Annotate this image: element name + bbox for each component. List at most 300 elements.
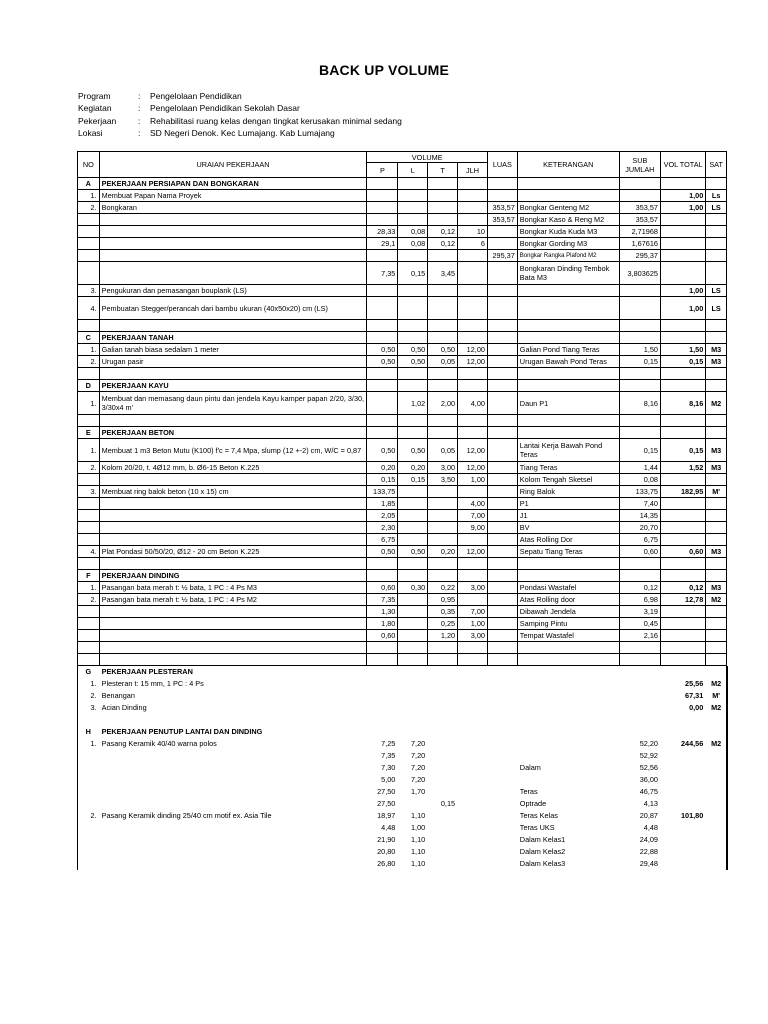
cell-no: D <box>78 380 100 392</box>
cell-sub-jumlah: 4,13 <box>643 799 658 808</box>
cell-vol-total <box>660 750 705 762</box>
cell-sat: M3 <box>706 439 727 462</box>
cell-t: 0,12 <box>428 226 458 238</box>
cell-t <box>428 510 458 522</box>
right-border-line <box>727 666 728 870</box>
cell-l <box>398 202 428 214</box>
cell-keterangan <box>517 320 619 332</box>
cell-luas <box>487 474 517 486</box>
cell-jlh <box>458 214 488 226</box>
cell-sub-jumlah <box>619 690 660 702</box>
cell-vol-total: 244,56 <box>680 739 704 748</box>
cell-no: 4. <box>78 546 100 558</box>
cell-luas <box>487 786 517 798</box>
cell-keterangan: Bongkar Genteng M2 <box>517 202 619 214</box>
cell-sub-jumlah <box>619 332 660 344</box>
cell-sat <box>706 774 727 786</box>
cell-t: 0,50 <box>428 344 458 356</box>
cell-keterangan: Samping Pintu <box>517 618 619 630</box>
info-sep: : <box>138 128 141 139</box>
cell-vol-total <box>660 332 705 344</box>
cell-keterangan: Urugan Bawah Pond Teras <box>517 356 619 368</box>
cell-jlh <box>458 486 488 498</box>
cell-p <box>367 250 398 262</box>
cell-uraian <box>99 618 367 630</box>
cell-p: 6,75 <box>367 534 398 546</box>
cell-keterangan: BV <box>517 522 619 534</box>
cell-no <box>78 762 100 774</box>
cell-p: 7,35 <box>367 262 398 285</box>
info-row-pekerjaan <box>78 115 402 127</box>
cell-p <box>367 380 398 392</box>
table-row <box>78 238 727 250</box>
cell-uraian: Pembuatan Stegger/perancah dari bambu ukuran (40x50x20) cm (LS) <box>99 297 367 320</box>
table-row <box>78 738 727 750</box>
cell-t <box>428 726 458 738</box>
info-value: Pengelolaan Pendidikan Sekolah Dasar <box>150 103 300 114</box>
table-row <box>78 214 727 226</box>
cell-sat <box>706 332 727 344</box>
cell-no: F <box>78 570 100 582</box>
cell-jlh <box>458 202 488 214</box>
cell-vol-total <box>660 214 705 226</box>
cell-keterangan: Bongkar Gording M3 <box>517 238 619 250</box>
cell-jlh <box>458 415 488 427</box>
section-row <box>78 570 727 582</box>
table-row <box>78 297 727 320</box>
cell-sat <box>706 810 727 822</box>
cell-p: 20,80 <box>377 847 396 856</box>
cell-uraian <box>99 320 367 332</box>
cell-jlh <box>458 178 488 190</box>
cell-t: 3,50 <box>428 474 458 486</box>
cell-vol-total <box>660 368 705 380</box>
cell-keterangan <box>517 642 619 654</box>
cell-l: 7,20 <box>411 775 426 784</box>
cell-no: G <box>78 666 100 678</box>
cell-t <box>428 702 458 714</box>
cell-l: 1,10 <box>411 811 426 820</box>
cell-sat <box>706 666 727 678</box>
cell-jlh <box>458 320 488 332</box>
info-sep: : <box>138 103 141 114</box>
cell-uraian: PEKERJAAN BETON <box>99 427 367 439</box>
cell-l <box>398 498 428 510</box>
table-row <box>78 582 727 594</box>
cell-sat <box>706 714 727 726</box>
cell-sat <box>706 474 727 486</box>
cell-uraian: Membuat dan memasang daun pintu dan jendela Kayu kamper papan 2/20, 3/30, 3/30x4 m' <box>99 392 367 415</box>
cell-jlh <box>458 427 488 439</box>
cell-sat <box>706 178 727 190</box>
cell-no: 3. <box>78 486 100 498</box>
table-row <box>78 226 727 238</box>
cell-t <box>428 498 458 510</box>
cell-sub-jumlah: 1,44 <box>619 462 660 474</box>
table-row <box>78 810 727 822</box>
cell-luas <box>487 462 517 474</box>
cell-uraian <box>99 226 367 238</box>
cell-vol-total <box>660 522 705 534</box>
cell-t: 0,05 <box>428 439 458 462</box>
cell-p <box>367 368 398 380</box>
cell-uraian <box>99 834 367 846</box>
spacer-row <box>78 558 727 570</box>
cell-vol-total <box>660 250 705 262</box>
cell-sub-jumlah: 3,19 <box>619 606 660 618</box>
col-header-l: L <box>398 163 428 178</box>
cell-uraian <box>99 474 367 486</box>
cell-l <box>398 678 428 690</box>
cell-p: 21,90 <box>377 835 396 844</box>
cell-jlh <box>458 726 488 738</box>
cell-l <box>398 250 428 262</box>
cell-jlh <box>458 774 488 786</box>
cell-p <box>367 427 398 439</box>
cell-sat: M2 <box>706 738 727 750</box>
cell-keterangan: Sepatu Tiang Teras <box>517 546 619 558</box>
info-sep: : <box>138 115 141 126</box>
cell-sat <box>706 798 727 810</box>
cell-keterangan: Bongkar Kuda Kuda M3 <box>517 226 619 238</box>
cell-l: 7,20 <box>411 751 426 760</box>
cell-p: 0,60 <box>367 630 398 642</box>
cell-jlh <box>458 810 488 822</box>
cell-no <box>78 630 100 642</box>
cell-sub-jumlah: 0,12 <box>619 582 660 594</box>
cell-p: 7,35 <box>367 594 398 606</box>
cell-no: C <box>78 332 100 344</box>
cell-p: 29,1 <box>367 238 398 250</box>
cell-t <box>428 642 458 654</box>
cell-p <box>367 678 398 690</box>
cell-p: 27,50 <box>377 799 396 808</box>
cell-no <box>78 534 100 546</box>
cell-no <box>78 474 100 486</box>
cell-no <box>78 226 100 238</box>
cell-no: A <box>78 178 100 190</box>
cell-sat: Ls <box>706 190 727 202</box>
cell-l <box>398 630 428 642</box>
cell-p <box>367 297 398 320</box>
cell-keterangan: J1 <box>517 510 619 522</box>
cell-jlh <box>458 678 488 690</box>
cell-l: 1,10 <box>411 835 426 844</box>
cell-t: 0,05 <box>428 356 458 368</box>
cell-jlh <box>458 285 488 297</box>
cell-t <box>428 774 458 786</box>
cell-jlh <box>458 846 488 858</box>
cell-t: 0,22 <box>428 582 458 594</box>
cell-no: 1. <box>78 678 100 690</box>
cell-luas <box>487 510 517 522</box>
cell-uraian: Membuat 1 m3 Beton Mutu (K100) f'c = 7,4 Mpa, slump (12 +-2) cm, W/C = 0,87 <box>99 439 367 462</box>
cell-uraian: Pasang Keramik 40/40 warna polos <box>101 739 217 748</box>
cell-t <box>428 285 458 297</box>
cell-uraian <box>99 762 367 774</box>
cell-no <box>78 250 100 262</box>
cell-luas <box>487 522 517 534</box>
cell-l <box>398 666 428 678</box>
cell-keterangan: Dibawah Jendela <box>517 606 619 618</box>
cell-keterangan <box>517 750 619 762</box>
cell-sub-jumlah: 6,75 <box>619 534 660 546</box>
cell-p <box>367 202 398 214</box>
cell-sat <box>706 226 727 238</box>
cell-jlh <box>458 822 488 834</box>
cell-uraian: Galian tanah biasa sedalam 1 meter <box>99 344 367 356</box>
cell-p <box>367 285 398 297</box>
cell-l: 7,20 <box>411 763 426 772</box>
table-row <box>78 822 727 834</box>
cell-no: 1. <box>78 190 100 202</box>
cell-sub-jumlah <box>619 714 660 726</box>
cell-uraian: Bongkaran <box>99 202 367 214</box>
table-row <box>78 439 727 462</box>
cell-uraian: Acian Dinding <box>101 703 147 712</box>
info-row-lokasi <box>78 127 402 139</box>
cell-l: 0,50 <box>398 344 428 356</box>
cell-no <box>78 415 100 427</box>
cell-p: 133,75 <box>367 486 398 498</box>
cell-l <box>398 726 428 738</box>
cell-no <box>78 238 100 250</box>
cell-uraian <box>99 630 367 642</box>
cell-sat: LS <box>706 202 727 214</box>
cell-no <box>78 368 100 380</box>
cell-l <box>398 606 428 618</box>
cell-keterangan <box>517 297 619 320</box>
cell-sub-jumlah: 0,45 <box>619 618 660 630</box>
cell-sat <box>706 558 727 570</box>
cell-vol-total <box>660 570 705 582</box>
cell-jlh: 7,00 <box>458 510 488 522</box>
cell-vol-total <box>660 630 705 642</box>
cell-no <box>78 214 100 226</box>
cell-sub-jumlah: 2,71968 <box>619 226 660 238</box>
cell-t <box>428 297 458 320</box>
col-header-luas: LUAS <box>487 152 517 178</box>
cell-jlh <box>458 750 488 762</box>
cell-t <box>428 202 458 214</box>
cell-l: 0,30 <box>398 582 428 594</box>
col-header-sat: SAT <box>706 152 727 178</box>
cell-keterangan <box>517 726 619 738</box>
cell-uraian <box>99 822 367 834</box>
cell-no <box>78 618 100 630</box>
cell-luas <box>487 415 517 427</box>
cell-sat <box>706 415 727 427</box>
cell-uraian: Membuat Papan Nama Proyek <box>99 190 367 202</box>
cell-l: 1,00 <box>411 823 426 832</box>
table-row <box>78 606 727 618</box>
cell-l <box>398 415 428 427</box>
cell-sub-jumlah <box>619 320 660 332</box>
section-row <box>78 427 727 439</box>
table-row <box>78 546 727 558</box>
cell-keterangan <box>517 178 619 190</box>
cell-sat <box>706 846 727 858</box>
cell-uraian <box>99 714 367 726</box>
cell-sub-jumlah: 0,08 <box>619 474 660 486</box>
table-header-row <box>78 152 727 163</box>
info-key: Program <box>78 91 111 101</box>
cell-jlh <box>458 570 488 582</box>
cell-l <box>398 368 428 380</box>
cell-jlh <box>458 262 488 285</box>
table-row <box>78 392 727 415</box>
cell-keterangan: Teras Kelas <box>519 811 558 820</box>
cell-l <box>398 427 428 439</box>
cell-sub-jumlah: 4,48 <box>643 823 658 832</box>
cell-luas <box>487 226 517 238</box>
cell-t <box>428 214 458 226</box>
cell-jlh <box>458 642 488 654</box>
cell-uraian: Membuat ring balok beton (10 x 15) cm <box>99 486 367 498</box>
cell-jlh <box>458 858 488 870</box>
cell-uraian: Pengukuran dan pemasangan bouplank (LS) <box>99 285 367 297</box>
cell-vol-total: 25,56 <box>685 679 704 688</box>
cell-p: 7,30 <box>381 763 396 772</box>
cell-t: 2,00 <box>428 392 458 415</box>
cell-no: 1. <box>78 738 100 750</box>
cell-p: 0,15 <box>367 474 398 486</box>
cell-sub-jumlah <box>619 368 660 380</box>
cell-p: 0,50 <box>367 356 398 368</box>
cell-sub-jumlah: 2,16 <box>619 630 660 642</box>
cell-sat: LS <box>706 297 727 320</box>
cell-vol-total <box>660 834 705 846</box>
cell-uraian <box>99 522 367 534</box>
cell-no <box>78 786 100 798</box>
cell-jlh: 12,00 <box>458 356 488 368</box>
info-row-kegiatan <box>78 102 402 114</box>
cell-sub-jumlah: 22,88 <box>639 847 658 856</box>
cell-sub-jumlah <box>619 654 660 666</box>
cell-uraian: PEKERJAAN PLESTERAN <box>101 667 193 676</box>
cell-vol-total <box>660 726 705 738</box>
section-row <box>78 380 727 392</box>
cell-sub-jumlah: 6,98 <box>619 594 660 606</box>
cell-luas <box>487 356 517 368</box>
cell-sub-jumlah: 8,16 <box>619 392 660 415</box>
cell-l: 7,20 <box>411 739 426 748</box>
cell-l <box>398 534 428 546</box>
cell-sub-jumlah: 24,09 <box>639 835 658 844</box>
cell-p: 4,48 <box>381 823 396 832</box>
cell-keterangan: Atas Rolling Dor <box>517 534 619 546</box>
cell-p <box>367 642 398 654</box>
cell-vol-total <box>660 415 705 427</box>
cell-t <box>428 678 458 690</box>
cell-no <box>78 714 100 726</box>
cell-no <box>78 606 100 618</box>
cell-t: 0,35 <box>428 606 458 618</box>
cell-sat <box>706 238 727 250</box>
cell-t: 0,12 <box>428 238 458 250</box>
cell-sat <box>706 762 727 774</box>
cell-keterangan <box>517 738 619 750</box>
cell-sat <box>706 427 727 439</box>
cell-jlh: 12,00 <box>458 344 488 356</box>
cell-vol-total: 8,16 <box>660 392 705 415</box>
cell-no: E <box>78 427 100 439</box>
cell-keterangan <box>517 368 619 380</box>
cell-luas <box>487 738 517 750</box>
cell-sat <box>706 534 727 546</box>
cell-luas <box>487 570 517 582</box>
cell-t <box>428 714 458 726</box>
cell-sub-jumlah: 7,40 <box>619 498 660 510</box>
cell-uraian <box>99 238 367 250</box>
cell-vol-total: 1,00 <box>660 190 705 202</box>
cell-vol-total <box>660 642 705 654</box>
cell-vol-total <box>660 427 705 439</box>
cell-luas <box>487 368 517 380</box>
cell-t <box>428 190 458 202</box>
cell-luas: 353,57 <box>487 202 517 214</box>
cell-vol-total: 1,00 <box>660 202 705 214</box>
cell-sat <box>706 786 727 798</box>
cell-uraian: Urugan pasir <box>99 356 367 368</box>
cell-keterangan: Kolom Tengah Sketsel <box>517 474 619 486</box>
table-row <box>78 285 727 297</box>
cell-p <box>367 570 398 582</box>
cell-p <box>367 702 398 714</box>
cell-sub-jumlah: 133,75 <box>619 486 660 498</box>
cell-l: 0,50 <box>398 546 428 558</box>
cell-jlh <box>458 738 488 750</box>
cell-vol-total <box>660 380 705 392</box>
info-value: Pengelolaan Pendidikan <box>150 91 242 101</box>
cell-uraian: Plesteran t: 15 mm, 1 PC : 4 Ps <box>101 679 204 688</box>
cell-l <box>398 510 428 522</box>
cell-luas: 295,37 <box>487 250 517 262</box>
cell-luas <box>487 392 517 415</box>
cell-sub-jumlah: 36,00 <box>639 775 658 784</box>
cell-vol-total <box>660 618 705 630</box>
cell-sat: M3 <box>706 462 727 474</box>
cell-sub-jumlah <box>619 190 660 202</box>
cell-no <box>78 846 100 858</box>
table-row <box>78 762 727 774</box>
cell-t <box>428 810 458 822</box>
cell-sub-jumlah: 295,37 <box>619 250 660 262</box>
table-row <box>78 702 727 714</box>
cell-p <box>367 666 398 678</box>
cell-jlh: 3,00 <box>458 582 488 594</box>
cell-uraian: PEKERJAAN KAYU <box>99 380 367 392</box>
cell-t: 0,20 <box>428 546 458 558</box>
left-border-line <box>77 666 78 870</box>
cell-l: 0,15 <box>398 474 428 486</box>
cell-vol-total: 182,95 <box>660 486 705 498</box>
cell-uraian: Benangan <box>101 691 135 700</box>
cell-uraian <box>99 534 367 546</box>
cell-p: 28,33 <box>367 226 398 238</box>
cell-t <box>428 834 458 846</box>
cell-l <box>398 178 428 190</box>
cell-t <box>428 486 458 498</box>
cell-jlh: 6 <box>458 238 488 250</box>
cell-l <box>398 642 428 654</box>
cell-keterangan <box>517 332 619 344</box>
cell-no <box>78 522 100 534</box>
cell-p: 26,80 <box>377 859 396 868</box>
col-header-sub-jumlah: SUB JUMLAH <box>619 152 660 178</box>
cell-vol-total <box>660 474 705 486</box>
info-value: SD Negeri Denok. Kec Lumajang. Kab Lumajang <box>150 128 335 139</box>
